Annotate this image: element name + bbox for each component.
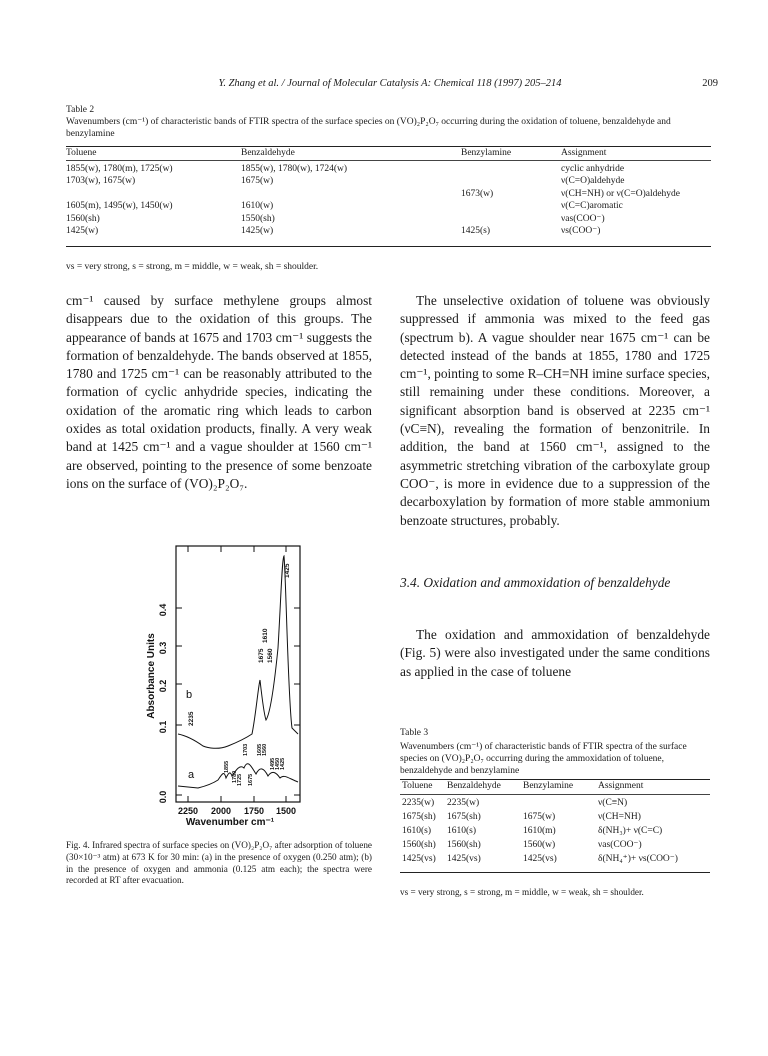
- table2-col-benzaldehyde: Benzaldehyde: [241, 148, 295, 158]
- table-cell: ν(C=O)aldehyde: [561, 176, 625, 187]
- table-cell: 1560(sh): [66, 213, 100, 224]
- table2-col-benzylamine: Benzylamine: [461, 148, 512, 158]
- table-cell: ν(C=C)aromatic: [561, 201, 623, 212]
- table-cell: δ(NH₄⁺)+ νs(COO⁻): [598, 854, 678, 864]
- y-tick-label: 0.3: [158, 641, 168, 655]
- curve-label-b: b: [186, 689, 193, 701]
- table-row: [66, 225, 711, 237]
- table-cell: 1855(w), 1780(w), 1724(w): [241, 164, 348, 174]
- table-cell: 2235(w): [447, 798, 480, 808]
- left-paragraph: cm⁻¹ caused by surface methylene groups almost disappears due to the oxidation of this groups. The appearance of bands at 1675 and 1703 cm⁻¹ suggests the formation of benzaldehyde. The bands observed at 1855, 1780 and 1725 cm⁻¹ can be reasonably attributed to the formation of cyclic anhydride species, indicating the oxidation of the aromatic ring which leads to carbon oxides as total oxidation products, finally. A very weak band at 1425 cm⁻¹ and a vague shoulder at 1560 cm⁻¹ are observed, pointing to the presence of some benzoate ions on the surface of (VO)₂P₂O₇.: [66, 293, 372, 491]
- table3-footnote: vs = very strong, s = strong, m = middle, w = weak, sh = shoulder.: [400, 887, 644, 897]
- table-cell: 1425(w): [66, 226, 99, 237]
- table-cell: νas(COO⁻): [561, 213, 605, 224]
- peak-label: 1610: [262, 628, 269, 643]
- table-cell: 1560(sh): [447, 840, 481, 850]
- table-cell: [461, 163, 561, 175]
- table-cell: 1673(w): [461, 188, 494, 199]
- peak-label: 1675: [248, 773, 254, 786]
- peak-label: 1560: [267, 648, 274, 663]
- table3-col-benzylamine: Benzylamine: [523, 781, 574, 791]
- page-number: 209: [702, 78, 718, 89]
- table-cell: 1675(w): [523, 812, 556, 822]
- table3: [402, 780, 708, 867]
- table-cell: 1605(m), 1495(w), 1450(w): [66, 201, 173, 212]
- x-axis-label: Wavenumber cm⁻¹: [185, 817, 275, 828]
- table-cell: [523, 797, 598, 811]
- right-column-text-2: [400, 626, 710, 681]
- table3-col-toluene: Toluene: [402, 781, 433, 791]
- table-row: [402, 825, 708, 839]
- table3-caption: Wavenumbers (cm⁻¹) of characteristic bands of FTIR spectra of the surface species on (VO)₂P₂O₇ occurring during the ammoxidation of toluene, benzaldehyde and benzylamine: [400, 742, 687, 776]
- x-tick-label: 1500: [275, 806, 297, 816]
- table-cell: cyclic anhydride: [561, 164, 625, 174]
- table2-bottom-rule: [66, 246, 711, 247]
- table-cell: 1425(s): [461, 226, 491, 237]
- table-cell: 1610(s): [402, 826, 432, 836]
- peak-label: 1450: [275, 757, 281, 770]
- table-cell: δ(NH₃)+ ν(C=C): [598, 826, 663, 836]
- section-heading: 3.4. Oxidation and ammoxidation of benzaldehyde: [400, 575, 671, 590]
- table-cell: ν(CH=NH): [598, 812, 641, 822]
- table-cell: 1675(w): [241, 176, 274, 187]
- table-cell: 1560(sh): [402, 840, 436, 850]
- peak-label: 1425: [280, 757, 286, 770]
- table-row: [402, 853, 708, 867]
- table2: [66, 147, 711, 237]
- peak-label: 1560: [262, 743, 268, 756]
- table-cell: ν(C≡N): [598, 798, 628, 808]
- spectrum-curve-b: [178, 556, 298, 748]
- y-tick-label: 0.4: [158, 603, 168, 617]
- table-row: [66, 163, 711, 175]
- right-column-text: [400, 292, 710, 530]
- table-cell: [66, 188, 241, 200]
- table3-bottom-rule: [400, 872, 710, 873]
- table2-col-assignment: Assignment: [561, 148, 607, 158]
- table-cell: 1610(m): [523, 826, 556, 836]
- y-tick-label: 0.2: [158, 679, 168, 693]
- x-tick-label: 2250: [177, 806, 199, 816]
- table-cell: 1855(w), 1780(m), 1725(w): [66, 164, 173, 174]
- table-row: [66, 188, 711, 200]
- peak-label: 1703: [243, 743, 249, 756]
- table-row: [66, 213, 711, 225]
- figure4-caption: Fig. 4. Infrared spectra of surface species on (VO)₂P₂O₇ after adsorption of toluene (30×10⁻³ atm) at 673 K for 30 min: (a) in the presence of oxygen (0.250 atm); (b) in the presence of oxygen and ammonia (0.125 atm each); the spectra were recorded at RT after evacuation.: [66, 840, 372, 886]
- peak-label: 1725: [237, 773, 243, 786]
- table2-footnote: vs = very strong, s = strong, m = middle, w = weak, sh = shoulder.: [66, 262, 319, 272]
- table-cell: 1425(vs): [523, 854, 557, 864]
- peak-label: 1425: [284, 563, 291, 578]
- journal-citation: Y. Zhang et al. / Journal of Molecular Catalysis A: Chemical 118 (1997) 205–214: [218, 78, 562, 89]
- peak-label: 1780: [232, 770, 238, 783]
- y-axis-label: Absorbance Units: [146, 633, 157, 719]
- table3-grid: [402, 780, 708, 867]
- table-cell: [461, 200, 561, 212]
- table-cell: [241, 188, 461, 200]
- table2-header-row: [66, 147, 711, 160]
- peak-label: 1495: [270, 757, 276, 770]
- table-cell: 1425(vs): [447, 854, 481, 864]
- table-cell: ν(CH=NH) or ν(C=O)aldehyde: [561, 188, 681, 199]
- table-cell: νs(COO⁻): [561, 226, 601, 237]
- table2-caption: Wavenumbers (cm⁻¹) of characteristic bands of FTIR spectra of the surface species on (VO)₂P₂O₇ occurring during the oxidation of toluene, benzaldehyde and benzylamine: [66, 117, 671, 139]
- right-paragraph-2: The oxidation and ammoxidation of benzaldehyde (Fig. 5) were also investigated under the same conditions as applied in the case of toluene: [400, 627, 710, 679]
- y-tick-label: 0.0: [158, 790, 168, 804]
- table-cell: 1610(w): [241, 201, 274, 212]
- table-cell: 1550(sh): [241, 213, 275, 224]
- table3-header-row: [402, 780, 708, 794]
- x-tick-label: 2000: [210, 806, 232, 816]
- table-cell: 2235(w): [402, 798, 435, 808]
- table-cell: 1703(w), 1675(w): [66, 176, 136, 187]
- table-cell: [461, 175, 561, 187]
- table3-col-benzaldehyde: Benzaldehyde: [447, 781, 501, 791]
- table-cell: [461, 213, 561, 225]
- table-cell: 1560(w): [523, 840, 556, 850]
- table2-label: Table 2: [66, 105, 95, 115]
- table-row: [66, 175, 711, 187]
- table2-grid: [66, 147, 711, 237]
- right-paragraph: The unselective oxidation of toluene was obviously suppressed if ammonia was mixed to the feed gas (spectrum b). A vague shoulder near 1675 cm⁻¹ can be detected instead of the bands at 1855, 1780 and 1725 cm⁻¹, pointing to some R–CH=NH imine surface species, still remaining under these conditions. Moreover, a significant absorption band is observed at 2235 cm⁻¹ (νC≡N), revealing the formation of benzonitrile. In addition, the band at 1560 cm⁻¹, assigned to the asymmetric stretching vibration of the carboxylate group COO⁻, is more in evidence due to a suppression of the decarboxylation by formation of more stable ammonium benzoate structures, probably.: [400, 293, 710, 528]
- table-row: [66, 200, 711, 212]
- figure4-spectrum: [148, 538, 318, 838]
- table-cell: νas(COO⁻): [598, 840, 642, 850]
- y-tick-label: 0.1: [158, 720, 168, 734]
- peak-label: 1855: [224, 760, 230, 773]
- peak-label: 1605: [257, 743, 263, 756]
- peak-label: 2235: [188, 711, 195, 726]
- table2-col-toluene: Toluene: [66, 148, 97, 158]
- table-cell: 1675(sh): [402, 812, 436, 822]
- x-tick-label: 1750: [243, 806, 265, 816]
- table-row: [402, 811, 708, 825]
- curve-label-a: a: [188, 769, 195, 781]
- table-cell: 1675(sh): [447, 812, 481, 822]
- peak-label: 1675: [258, 648, 265, 663]
- left-column-text: [66, 292, 372, 493]
- table-cell: 1610(s): [447, 826, 477, 836]
- table3-label: Table 3: [400, 728, 429, 738]
- table-cell: 1425(vs): [402, 854, 436, 864]
- table-cell: 1425(w): [241, 226, 274, 237]
- table3-col-assignment: Assignment: [598, 781, 644, 791]
- table-row: [402, 839, 708, 853]
- table-row: [402, 797, 708, 811]
